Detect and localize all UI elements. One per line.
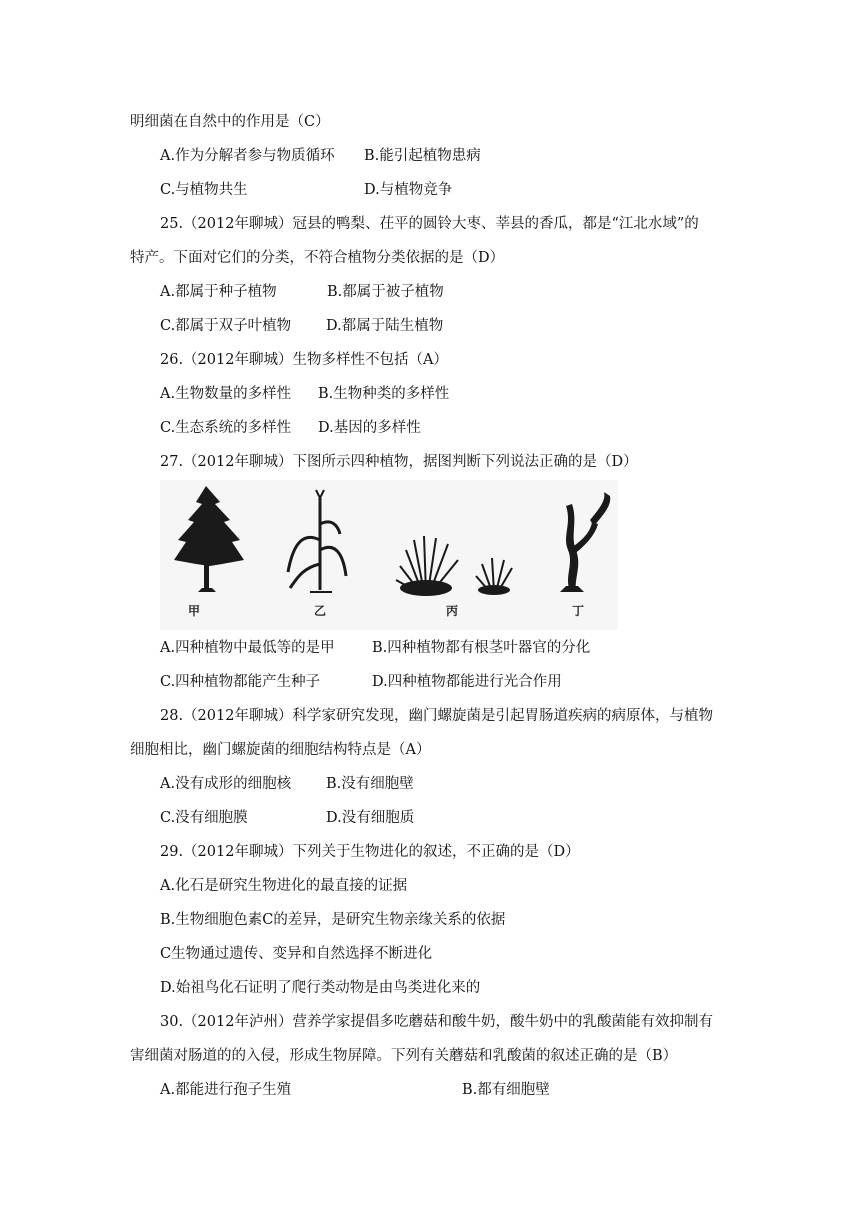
question-27-stem: 27.（2012年聊城）下图所示四种植物，据图判断下列说法正确的是（D）: [160, 454, 638, 470]
option-29-b: B.生物细胞色素C的差异，是研究生物亲缘关系的依据: [160, 912, 506, 928]
option-29-a: A.化石是研究生物进化的最直接的证据: [160, 878, 408, 894]
option-27-a: A.四种植物中最低等的是甲: [160, 640, 335, 656]
question-30-stem-line1: 30.（2012年泸州）营养学家提倡多吃蘑菇和酸牛奶，酸牛奶中的乳酸菌能有效抑制有: [160, 1014, 713, 1030]
figure-label-jia: 甲: [188, 604, 201, 618]
plants-illustration: [160, 480, 618, 630]
option-30-a: A.都能进行孢子生殖: [160, 1082, 292, 1098]
question-29-stem: 29.（2012年聊城）下列关于生物进化的叙述，不正确的是（D）: [160, 844, 580, 860]
option-27-b: B.四种植物都有根茎叶器官的分化: [372, 640, 591, 656]
option-26-d: D.基因的多样性: [318, 420, 421, 436]
question-28-stem-line1: 28.（2012年聊城）科学家研究发现，幽门螺旋菌是引起胃肠道疾病的病原体，与植物: [160, 708, 713, 724]
option-25-a: A.都属于种子植物: [160, 284, 277, 300]
option-24-c: C.与植物共生: [160, 182, 248, 198]
figure-label-ding: 丁: [572, 604, 585, 618]
option-26-b: B.生物种类的多样性: [318, 386, 450, 402]
option-29-d: D.始祖鸟化石证明了爬行类动物是由鸟类进化来的: [160, 980, 481, 996]
option-27-c: C.四种植物都能产生种子: [160, 674, 321, 690]
option-28-a: A.没有成形的细胞核: [160, 776, 292, 792]
option-26-c: C.生态系统的多样性: [160, 420, 292, 436]
question-25-stem-line1: 25.（2012年聊城）冠县的鸭梨、茌平的圆铃大枣、莘县的香瓜，都是“江北水域”的: [160, 216, 699, 232]
option-24-d: D.与植物竞争: [364, 182, 453, 198]
figure-label-yi: 乙: [314, 604, 327, 618]
option-25-b: B.都属于被子植物: [327, 284, 444, 300]
plants-figure: [160, 480, 618, 630]
option-28-d: D.没有细胞质: [326, 810, 415, 826]
option-24-b: B.能引起植物患病: [364, 148, 481, 164]
option-29-c: C生物通过遗传、变异和自然选择不断进化: [160, 946, 433, 962]
option-30-b: B.都有细胞壁: [462, 1082, 550, 1098]
option-24-a: A.作为分解者参与物质循环: [160, 148, 335, 164]
option-25-c: C.都属于双子叶植物: [160, 318, 292, 334]
option-27-d: D.四种植物都能进行光合作用: [372, 674, 562, 690]
option-28-b: B.没有细胞壁: [326, 776, 414, 792]
option-28-c: C.没有细胞膜: [160, 810, 248, 826]
option-26-a: A.生物数量的多样性: [160, 386, 292, 402]
figure-label-bing: 丙: [446, 604, 459, 618]
question-26-stem: 26.（2012年聊城）生物多样性不包括（A）: [160, 352, 448, 368]
option-25-d: D.都属于陆生植物: [326, 318, 444, 334]
question-24-stem: 明细菌在自然中的作用是（C）: [130, 114, 330, 130]
question-28-stem-line2: 细胞相比，幽门螺旋菌的细胞结构特点是（A）: [130, 742, 431, 758]
question-30-stem-line2: 害细菌对肠道的的入侵，形成生物屏障。下列有关蘑菇和乳酸菌的叙述正确的是（B）: [130, 1048, 678, 1064]
question-25-stem-line2: 特产。下面对它们的分类，不符合植物分类依据的是（D）: [130, 250, 505, 266]
